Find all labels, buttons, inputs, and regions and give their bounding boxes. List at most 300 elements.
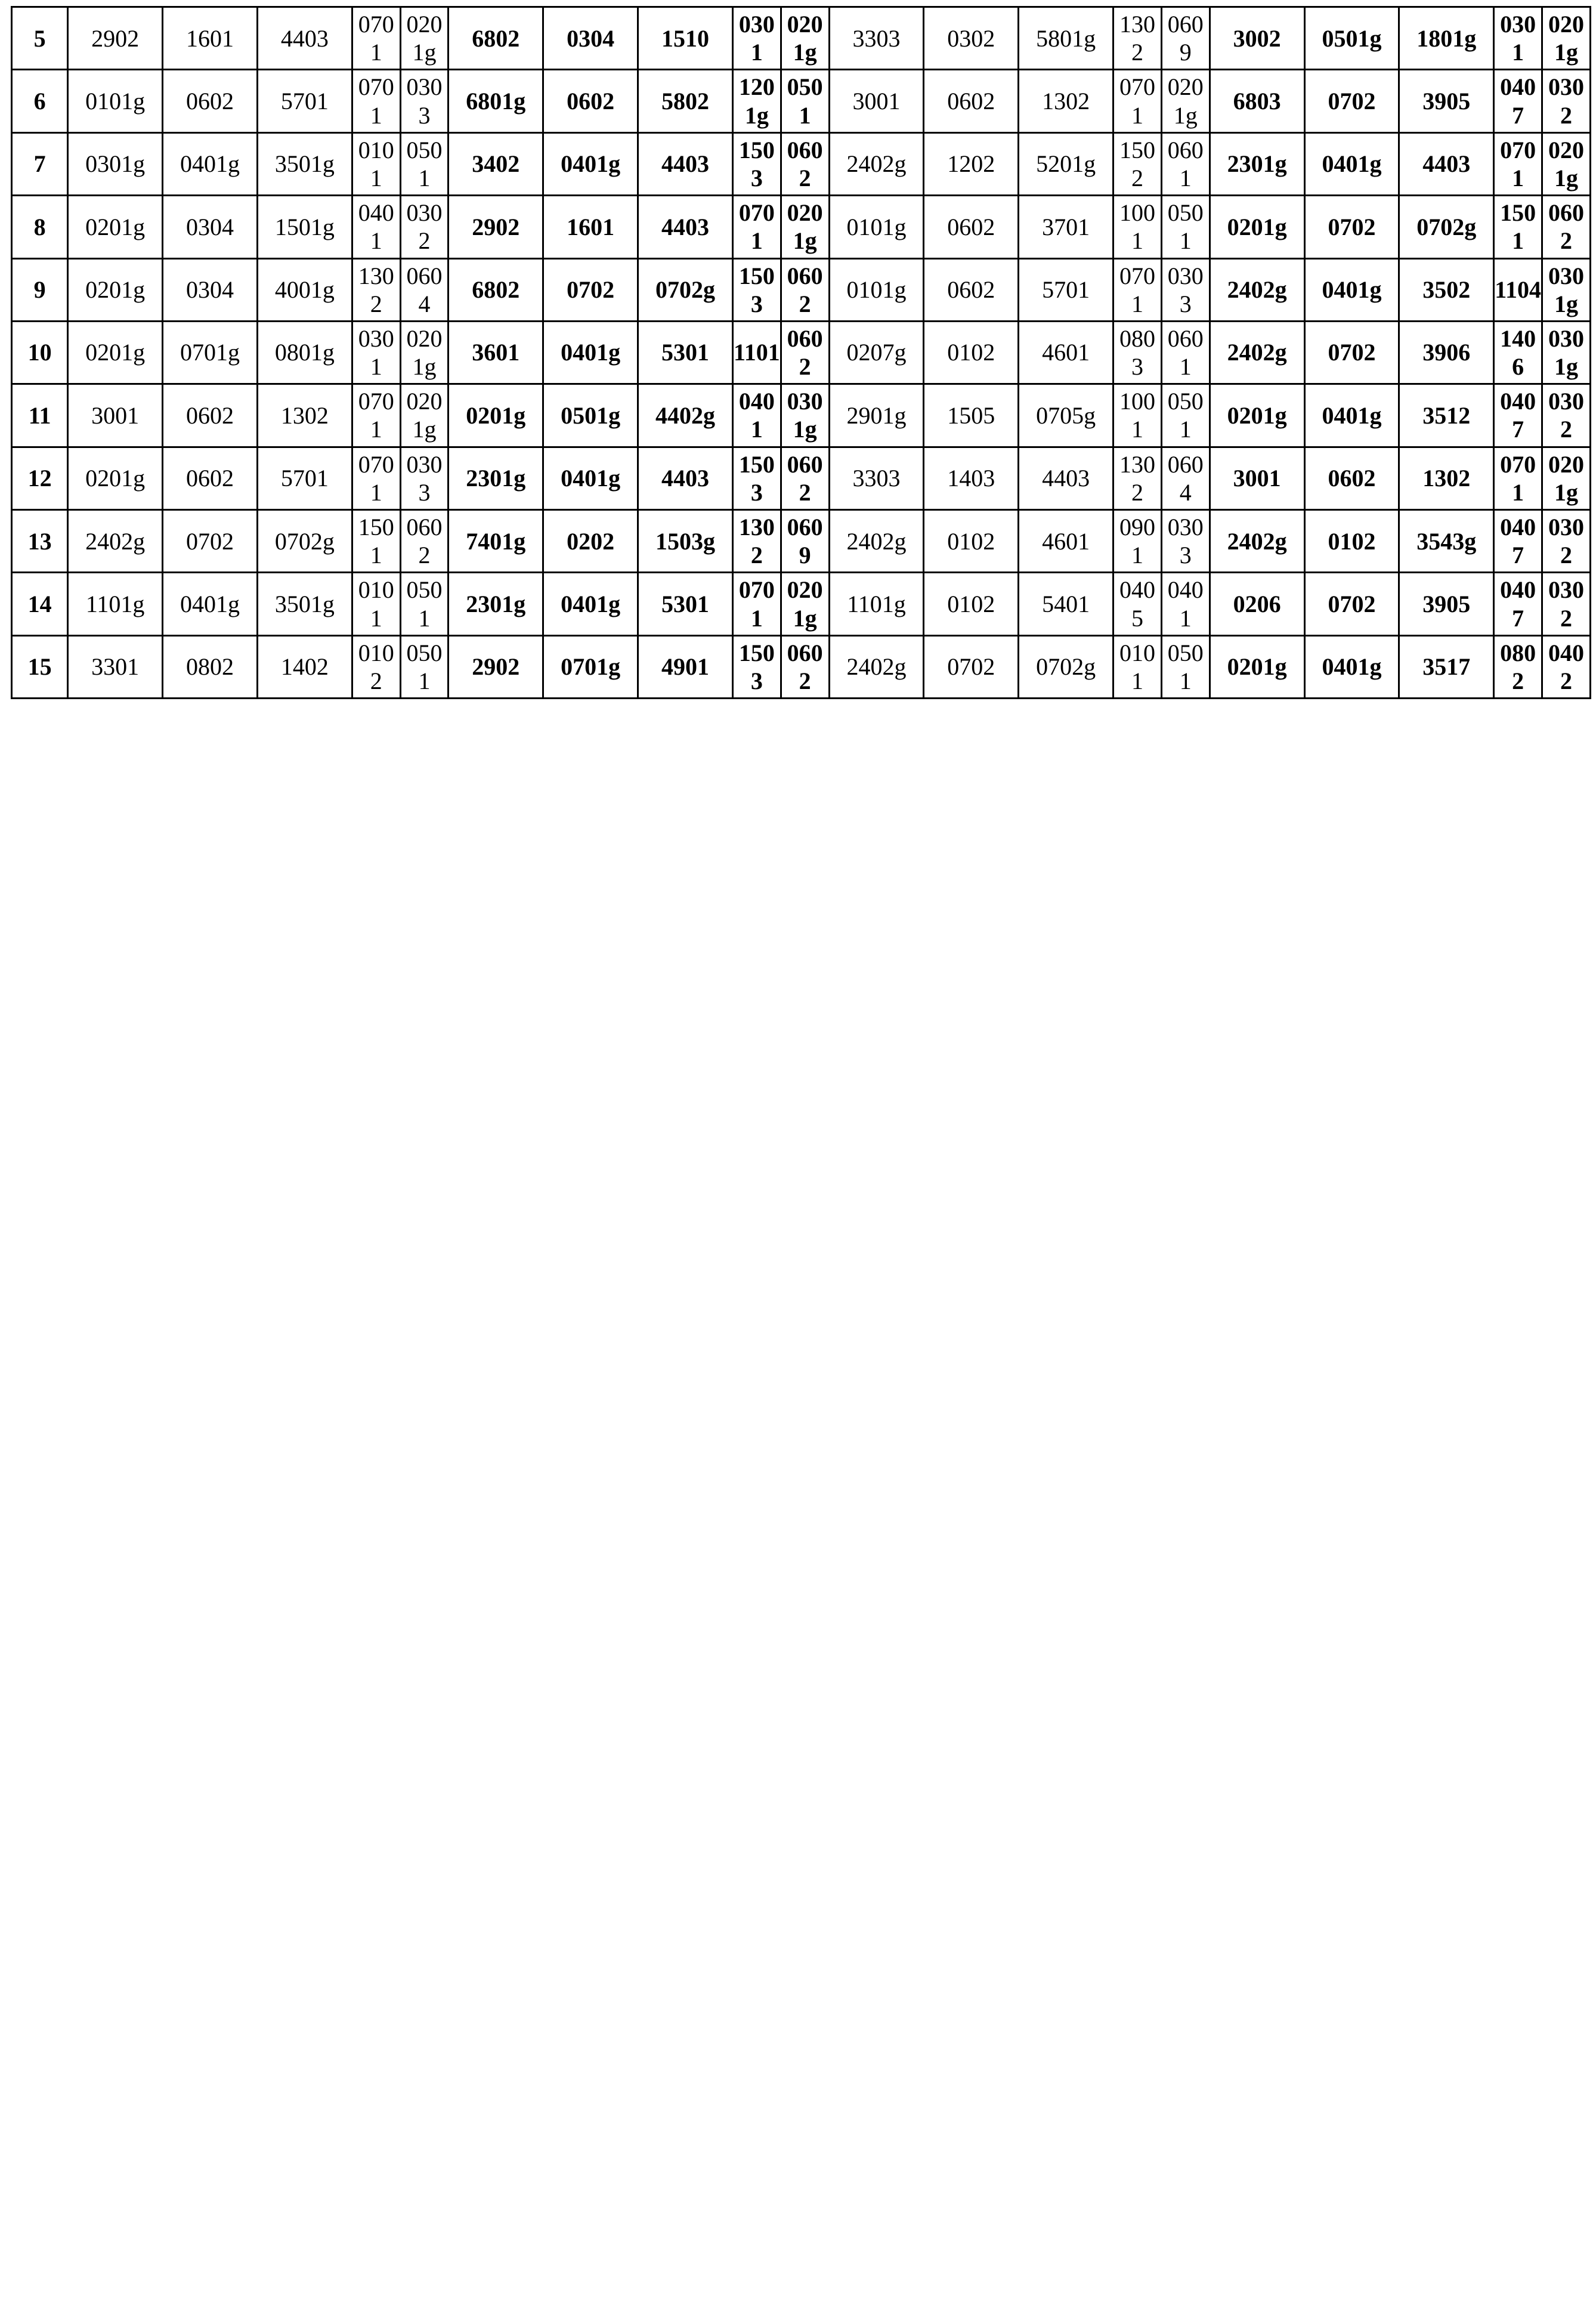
table-cell [352,510,400,573]
cell-value: 0301 [1500,11,1536,66]
data-table [11,6,1591,699]
cell-value: 2901g [846,401,907,429]
cell-value: 0701g [180,339,240,366]
table-row [12,635,1591,698]
table-cell [257,384,352,447]
table-cell [1399,510,1494,573]
cell-value: 0201g [466,401,526,429]
table-cell [829,447,924,509]
row-index-cell [12,447,68,509]
cell-value: 1601 [186,24,234,52]
cell-value: 0401 [1167,576,1204,632]
cell-value: 0407 [1500,576,1536,632]
table-cell [1304,384,1399,447]
cell-value: 3701 [1042,213,1090,240]
cell-value: 0601 [1167,325,1204,381]
cell-value: 4403 [661,465,710,492]
cell-value: 0301g [85,150,146,178]
cell-value: 1302 [738,514,775,569]
table-cell [1304,447,1399,509]
table-cell [1542,132,1591,195]
cell-value: 0702 [186,527,234,555]
table-row [12,573,1591,635]
cell-value: 0304 [567,24,615,52]
table-cell [1494,384,1542,447]
cell-value: 0102 [947,339,995,366]
table-cell [1304,573,1399,635]
table-cell [1114,132,1162,195]
table-cell [1304,635,1399,698]
table-row [12,7,1591,70]
cell-value: 0609 [1167,11,1204,66]
table-cell [1210,132,1304,195]
table-cell [924,70,1019,132]
table-cell [781,447,829,509]
table-cell [257,7,352,70]
cell-value: 14 [27,590,52,617]
cell-value: 4403 [1042,465,1090,492]
cell-value: 4403 [280,24,329,52]
cell-value: 0609 [787,514,823,569]
cell-value: 8 [33,213,46,240]
cell-value: 5301 [661,339,710,366]
table-cell [1114,447,1162,509]
cell-value: 0501 [406,639,443,694]
table-cell [400,258,449,321]
cell-value: 3501g [274,150,335,178]
cell-value: 0401g [1322,150,1382,178]
cell-value: 0701 [358,73,394,129]
cell-value: 1302 [358,262,394,317]
cell-value: 0901 [1119,514,1155,569]
table-cell [1161,321,1210,384]
table-cell [352,258,400,321]
table-cell [1210,258,1304,321]
table-cell [1210,7,1304,70]
table-cell [1161,510,1210,573]
table-cell [257,447,352,509]
cell-value: 2301g [466,465,526,492]
table-row [12,510,1591,573]
table-cell [449,384,543,447]
cell-value: 0801g [274,339,335,366]
cell-value: 0407 [1500,73,1536,129]
table-cell [1494,132,1542,195]
cell-value: 0101g [85,87,146,115]
cell-value: 0101 [1119,639,1155,694]
table-cell [1399,384,1494,447]
cell-value: 0201g [1227,401,1287,429]
cell-value: 0604 [1167,450,1204,506]
cell-value: 0201g [1548,136,1584,191]
cell-value: 0602 [787,136,823,191]
cell-value: 1501g [274,213,335,240]
cell-value: 0301 [738,11,775,66]
table-cell [400,321,449,384]
cell-value: 0602 [787,262,823,317]
cell-value: 0602 [406,514,443,569]
table-cell [1114,70,1162,132]
cell-value: 0701 [738,576,775,632]
cell-value: 3001 [1233,465,1281,492]
table-cell [1019,321,1114,384]
table-cell [543,447,638,509]
table-cell [257,635,352,698]
table-cell [352,573,400,635]
table-cell [1161,258,1210,321]
cell-value: 13 [27,527,52,555]
cell-value: 3905 [1422,590,1471,617]
cell-value: 4601 [1042,339,1090,366]
cell-value: 0701 [1500,136,1536,191]
cell-value: 3601 [472,339,520,366]
cell-value: 5701 [280,465,329,492]
table-cell [1494,258,1542,321]
cell-value: 0301g [787,388,823,443]
cell-value: 0302 [1548,388,1584,443]
table-cell [1019,70,1114,132]
cell-value: 0401g [180,150,240,178]
table-cell [68,321,163,384]
cell-value: 0401 [358,199,394,255]
table-cell [543,132,638,195]
table-cell [257,70,352,132]
table-row [12,447,1591,509]
table-cell [1210,384,1304,447]
table-cell [543,258,638,321]
table-row [12,321,1591,384]
row-index-cell [12,132,68,195]
table-row [12,258,1591,321]
table-cell [543,321,638,384]
table-cell [68,447,163,509]
cell-value: 1101 [733,339,780,366]
table-cell [924,635,1019,698]
cell-value: 5801g [1036,24,1096,52]
row-index-cell [12,510,68,573]
table-cell [449,573,543,635]
cell-value: 0401g [561,339,621,366]
cell-value: 0405 [1119,576,1155,632]
row-index-cell [12,384,68,447]
table-cell [1019,258,1114,321]
table-cell [449,258,543,321]
table-cell [1210,635,1304,698]
cell-value: 0702 [567,276,615,304]
table-cell [1399,258,1494,321]
row-index-cell [12,635,68,698]
table-cell [1304,7,1399,70]
table-cell [1304,321,1399,384]
cell-value: 0702 [1328,213,1376,240]
table-cell [449,510,543,573]
table-cell [1161,132,1210,195]
cell-value: 1001 [1119,199,1155,255]
row-index-cell [12,7,68,70]
cell-value: 1501 [358,514,394,569]
cell-value: 0201g [787,11,823,66]
cell-value: 0101g [846,276,907,304]
table-cell [732,321,781,384]
table-cell [732,447,781,509]
cell-value: 0201g [1227,653,1287,681]
table-cell [1019,7,1114,70]
cell-value: 4601 [1042,527,1090,555]
table-cell [449,321,543,384]
table-cell [163,258,258,321]
cell-value: 1402 [280,653,329,681]
table-cell [257,258,352,321]
table-cell [1019,635,1114,698]
cell-value: 1503g [655,527,716,555]
cell-value: 4403 [661,213,710,240]
table-cell [257,510,352,573]
cell-value: 0602 [947,87,995,115]
cell-value: 0303 [406,73,443,129]
table-cell [352,447,400,509]
table-cell [1161,384,1210,447]
cell-value: 0302 [947,24,995,52]
table-cell [68,70,163,132]
cell-value: 0602 [186,465,234,492]
cell-value: 0201g [787,576,823,632]
table-cell [638,384,733,447]
table-cell [1399,70,1494,132]
cell-value: 5301 [661,590,710,617]
table-cell [781,573,829,635]
table-cell [829,70,924,132]
table-cell [68,258,163,321]
cell-value: 2402g [1227,276,1287,304]
cell-value: 0705g [1036,401,1096,429]
table-cell [1114,196,1162,258]
table-cell [1399,447,1494,509]
table-cell [543,635,638,698]
cell-value: 0602 [787,639,823,694]
cell-value: 1502 [1119,136,1155,191]
table-cell [400,70,449,132]
table-cell [68,132,163,195]
table-cell [1210,447,1304,509]
cell-value: 0102 [358,639,394,694]
cell-value: 0501g [1322,24,1382,52]
cell-value: 1503 [738,262,775,317]
cell-value: 0701 [358,388,394,443]
table-cell [449,132,543,195]
table-cell [68,196,163,258]
table-cell [400,573,449,635]
cell-value: 3303 [852,24,901,52]
table-row [12,196,1591,258]
table-cell [163,132,258,195]
cell-value: 2402g [846,527,907,555]
table-cell [781,7,829,70]
table-cell [1161,447,1210,509]
cell-value: 0602 [787,325,823,381]
table-cell [829,132,924,195]
table-cell [924,510,1019,573]
table-cell [829,384,924,447]
cell-value: 1505 [947,401,995,429]
table-cell [163,447,258,509]
cell-value: 0101 [358,136,394,191]
table-cell [352,384,400,447]
cell-value: 0206 [1233,590,1281,617]
table-cell [257,573,352,635]
table-cell [400,132,449,195]
table-cell [732,196,781,258]
cell-value: 0701 [1500,450,1536,506]
table-cell [1542,635,1591,698]
table-cell [638,70,733,132]
cell-value: 3303 [852,465,901,492]
cell-value: 1406 [1500,325,1536,381]
table-cell [638,321,733,384]
cell-value: 7401g [466,527,526,555]
cell-value: 1001 [1119,388,1155,443]
cell-value: 0802 [1500,639,1536,694]
table-cell [163,196,258,258]
cell-value: 3001 [91,401,140,429]
cell-value: 0201g [85,339,146,366]
table-cell [1399,7,1494,70]
cell-value: 10 [27,339,52,366]
cell-value: 3501g [274,590,335,617]
table-cell [924,132,1019,195]
table-cell [1494,573,1542,635]
table-cell [924,573,1019,635]
table-cell [1494,510,1542,573]
table-cell [732,132,781,195]
cell-value: 3502 [1422,276,1471,304]
table-cell [1494,635,1542,698]
cell-value: 0702g [1036,653,1096,681]
table-cell [1019,132,1114,195]
cell-value: 1302 [1119,450,1155,506]
table-cell [781,196,829,258]
cell-value: 2402g [1227,339,1287,366]
table-cell [1304,70,1399,132]
cell-value: 0702g [274,527,335,555]
table-row [12,384,1591,447]
table-cell [781,510,829,573]
table-cell [163,384,258,447]
table-cell [829,510,924,573]
cell-value: 0303 [406,450,443,506]
cell-value: 0304 [186,213,234,240]
cell-value: 3517 [1422,653,1471,681]
table-cell [400,7,449,70]
cell-value: 1501 [1500,199,1536,255]
table-cell [1304,132,1399,195]
cell-value: 0201g [406,388,443,443]
cell-value: 0401g [1322,276,1382,304]
table-cell [68,7,163,70]
cell-value: 0501 [406,576,443,632]
cell-value: 2902 [472,213,520,240]
table-cell [638,510,733,573]
cell-value: 1403 [947,465,995,492]
table-cell [638,447,733,509]
cell-value: 0501 [406,136,443,191]
table-cell [1114,635,1162,698]
cell-value: 0401g [1322,653,1382,681]
table-cell [1019,573,1114,635]
cell-value: 3512 [1422,401,1471,429]
table-cell [732,7,781,70]
table-cell [829,196,924,258]
cell-value: 11 [28,401,51,429]
row-index-cell [12,258,68,321]
table-cell [400,510,449,573]
cell-value: 3001 [852,87,901,115]
cell-value: 1510 [661,24,710,52]
cell-value: 7 [33,150,46,178]
table-cell [1114,573,1162,635]
row-index-cell [12,70,68,132]
table-cell [924,7,1019,70]
cell-value: 0303 [1167,514,1204,569]
table-cell [257,321,352,384]
cell-value: 0201g [406,11,443,66]
cell-value: 5401 [1042,590,1090,617]
table-cell [924,447,1019,509]
table-cell [829,573,924,635]
table-cell [449,196,543,258]
cell-value: 0701 [1119,73,1155,129]
cell-value: 0302 [1548,514,1584,569]
cell-value: 0201g [85,465,146,492]
table-cell [1161,70,1210,132]
table-cell [449,70,543,132]
table-cell [1542,7,1591,70]
table-cell [1304,258,1399,321]
cell-value: 3906 [1422,339,1471,366]
table-cell [1161,196,1210,258]
cell-value: 0402 [1548,639,1584,694]
table-cell [1210,510,1304,573]
cell-value: 0303 [1167,262,1204,317]
cell-value: 3002 [1233,24,1281,52]
table-cell [638,635,733,698]
table-cell [732,70,781,132]
document-page [0,6,1596,2311]
cell-value: 0201g [1548,450,1584,506]
cell-value: 0501 [1167,199,1204,255]
table-row [12,132,1591,195]
cell-value: 1101g [85,590,145,617]
cell-value: 1503 [738,639,775,694]
table-cell [543,384,638,447]
table-cell [1304,196,1399,258]
cell-value: 5701 [1042,276,1090,304]
cell-value: 1302 [1042,87,1090,115]
cell-value: 0102 [947,527,995,555]
cell-value: 3301 [91,653,140,681]
table-cell [1399,132,1494,195]
cell-value: 0702 [947,653,995,681]
table-row [12,70,1591,132]
cell-value: 0201g [85,276,146,304]
cell-value: 4402g [655,401,716,429]
table-cell [68,573,163,635]
table-cell [1114,384,1162,447]
cell-value: 2402g [1227,527,1287,555]
cell-value: 0304 [186,276,234,304]
cell-value: 0407 [1500,388,1536,443]
table-cell [352,70,400,132]
table-cell [1210,196,1304,258]
